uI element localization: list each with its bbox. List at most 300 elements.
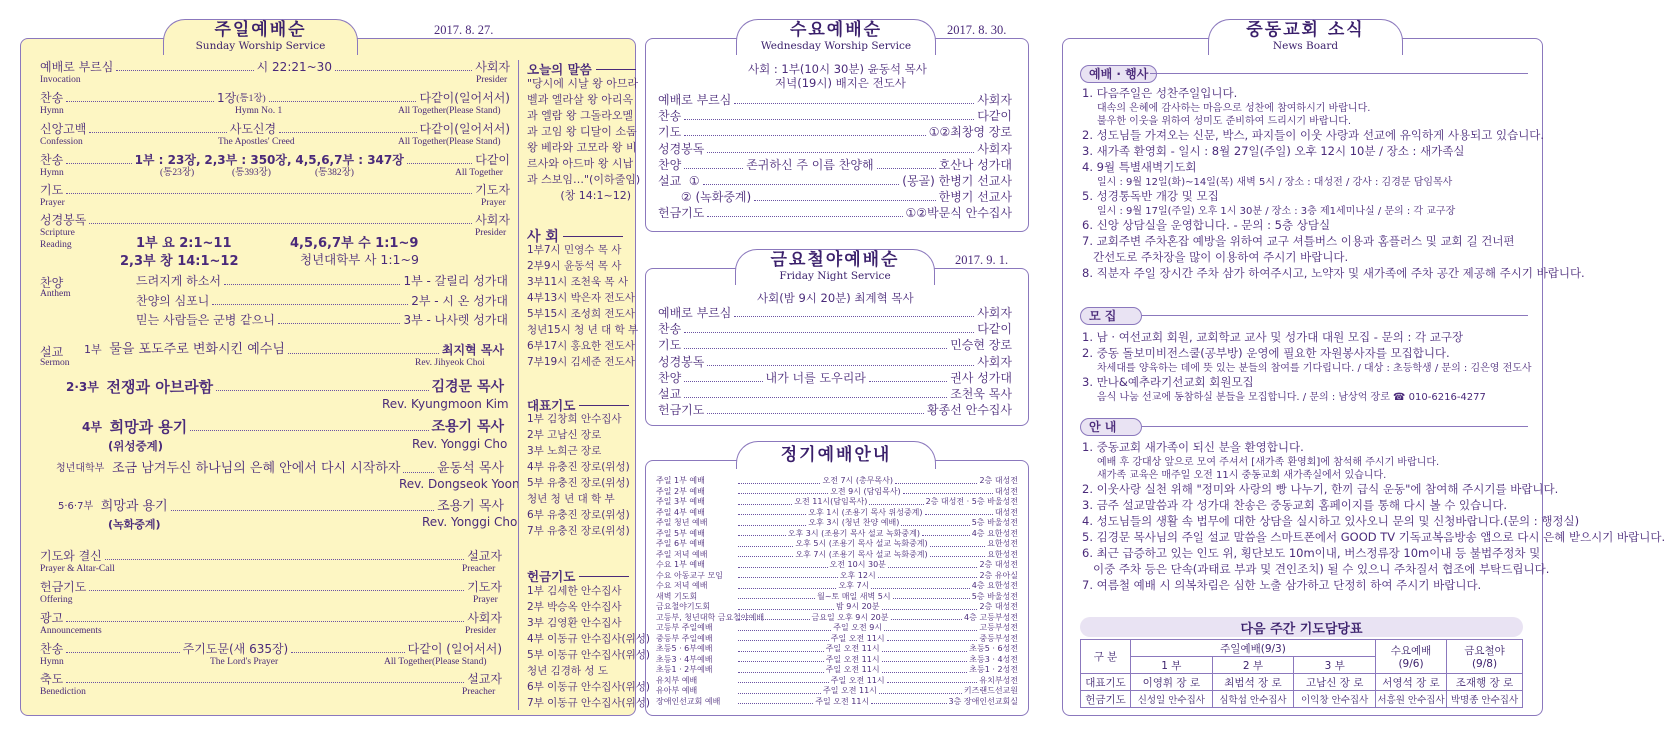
sched-place: 3층 장애인선교회실 bbox=[948, 696, 1018, 706]
sermon-3-note: (위성중계) bbox=[108, 439, 163, 453]
announce-right-en: Presider bbox=[465, 626, 497, 636]
th-sunday: 주일예배(9/3) bbox=[1131, 640, 1376, 657]
table-row bbox=[656, 592, 1018, 603]
item-label: 기도 bbox=[658, 338, 682, 353]
item-label: 찬양 bbox=[658, 370, 682, 385]
rep-heading: 대표기도 bbox=[527, 396, 629, 414]
sched-time: 오후 12시 bbox=[839, 570, 876, 580]
item-right: 호산나 성가대 bbox=[938, 157, 1012, 172]
scripture-l2b: 청년대학부 사 1:1~9 bbox=[300, 252, 419, 267]
list-item: 1부7시 민영수 목 사 bbox=[527, 244, 622, 256]
table-row bbox=[656, 508, 1018, 519]
sunday-title: 주일예배순 bbox=[214, 20, 307, 40]
creed-right-en: All Together(Please Stand) bbox=[398, 137, 501, 147]
sunday-divider bbox=[518, 60, 519, 710]
table-row bbox=[656, 697, 1018, 708]
item-right: ①②최창영 장로 bbox=[928, 125, 1012, 140]
th-fri bbox=[1447, 640, 1523, 674]
th-p3: 3 부 bbox=[1294, 657, 1376, 674]
list-item: 7부 유충진 장로(위성) bbox=[527, 525, 630, 537]
list-item bbox=[658, 174, 1012, 188]
announce-en: Announcements bbox=[40, 626, 102, 636]
list-item bbox=[658, 109, 1012, 123]
table-cell: 고남신 장 로 bbox=[1294, 674, 1376, 691]
scripture-l1b: 4,5,6,7부 수 1:1~9 bbox=[290, 236, 419, 251]
table-row bbox=[656, 497, 1018, 508]
table-row bbox=[656, 539, 1018, 550]
sched-name: 중등부 주일예배 bbox=[656, 633, 713, 643]
sched-time: 주일 오전 9시 bbox=[833, 623, 883, 632]
table-row bbox=[656, 487, 1018, 498]
list-item-detail: 차세대를 양육하는 데에 뜻 있는 분들의 참여를 기다립니다. / 대상 : 초등학생 / 문의 : 김은영 전도사 bbox=[1097, 363, 1532, 374]
list-item: 4. 성도님들의 생활 속 법무에 대한 상담을 실시하고 있사오니 문의 및 신청바랍니다.(문의 : 행정실) bbox=[1082, 514, 1580, 528]
row-prayer: 기도 기도자 bbox=[40, 183, 510, 197]
list-item bbox=[658, 142, 1012, 156]
sched-time: 오전 9시 (담임목사) bbox=[830, 486, 901, 496]
altar-right-en: Preacher bbox=[462, 564, 496, 574]
sched-name: 금요철야기도회 bbox=[656, 602, 711, 611]
list-item bbox=[658, 371, 1012, 385]
row-hymn3: 찬송 주기도문(새 635장) 다같이 (일어서서) bbox=[40, 642, 502, 656]
item-right: 사회자 bbox=[977, 354, 1012, 369]
list-item: 청년 김경하 성 도 bbox=[527, 665, 609, 677]
sched-name: 주일 5부 예배 bbox=[656, 528, 705, 538]
list-item: 벨과 엘라살 왕 아리옥 bbox=[527, 93, 634, 106]
table-row bbox=[656, 623, 1018, 634]
table-row bbox=[656, 571, 1018, 582]
list-item: 8. 직분자 주일 장시간 주차 삼가 하여주시고, 노약자 및 새가족에 주차 공간 제공해 주시기 바랍니다. bbox=[1082, 266, 1585, 280]
list-item: 1부 김세한 안수집사 bbox=[527, 585, 622, 597]
list-item: "당시에 시날 왕 아므라 bbox=[527, 77, 639, 90]
news-section-info: 안 내 bbox=[1080, 418, 1142, 436]
table-cell: 최범석 장 로 bbox=[1212, 674, 1294, 691]
creed-en: Confession bbox=[40, 137, 83, 147]
item-label: 예배로 부르심 bbox=[658, 306, 732, 320]
regular-schedule bbox=[656, 476, 1018, 707]
table-row bbox=[1081, 674, 1523, 691]
table-row bbox=[656, 476, 1018, 487]
sched-place: 2층 대성전 bbox=[979, 476, 1018, 485]
list-item bbox=[658, 125, 1012, 139]
sched-place: 5층 바울성전 bbox=[971, 591, 1018, 601]
item-label: 기도 bbox=[658, 125, 682, 140]
host-heading: 사 회 bbox=[527, 226, 623, 246]
item-right: (몽골) 한병기 선교사 bbox=[902, 174, 1012, 188]
sched-name: 유아부 예배 bbox=[656, 686, 698, 695]
fri-title-tab bbox=[735, 249, 935, 285]
sched-time: 오후 7시 bbox=[838, 581, 870, 590]
table-cell: 이영휘 장 로 bbox=[1131, 674, 1213, 691]
table-row bbox=[656, 602, 1018, 613]
list-item bbox=[658, 93, 1012, 107]
sched-name: 초등3 · 4부예배 bbox=[656, 654, 713, 664]
sched-time: 주일 오전 11시 bbox=[825, 644, 880, 653]
news-section-events-line bbox=[1150, 73, 1528, 74]
list-item-detail: 예배 후 강대상 앞으로 모여 주셔서 [새가족 환영회]에 참석해 주시기 바랍니다. bbox=[1097, 457, 1440, 468]
scripture-right-en: Presider bbox=[475, 228, 507, 238]
fri-date: 2017. 9. 1. bbox=[955, 253, 1009, 267]
anthem-ko: 찬양 bbox=[40, 276, 64, 290]
hymn1-right-en: All Together(Please Stand) bbox=[398, 106, 501, 116]
sched-name: 수요 저녁 예배 bbox=[656, 581, 708, 590]
prayer-en: Prayer bbox=[40, 198, 65, 208]
list-item: 6부 이동규 안수집사(위성) bbox=[527, 681, 650, 693]
item-center: 내가 너를 도우리라 bbox=[765, 370, 866, 385]
sermon-ko: 설교 bbox=[40, 345, 64, 359]
sunday-subtitle: Sunday Worship Service bbox=[195, 40, 326, 52]
hymn1-center-en: Hymn No. 1 bbox=[235, 106, 283, 116]
sermon-4-en: Rev. Dongseok Yoon bbox=[399, 477, 520, 491]
row-benediction: 축도 설교자 bbox=[40, 672, 502, 686]
hymn1-en: Hymn bbox=[40, 106, 64, 116]
row-offering: 헌금기도 기도자 bbox=[40, 580, 502, 594]
list-item: 5부 이동규 안수집사(위성) bbox=[527, 649, 650, 661]
sched-time: 주일 오전 11시 bbox=[825, 665, 880, 674]
th-fri-label: 금요철야 bbox=[1464, 645, 1505, 657]
sched-place: 초등5 · 6성전 bbox=[969, 644, 1019, 653]
sermon-5-en: Rev. Yonggi Cho bbox=[422, 515, 518, 529]
off-heading: 헌금기도 bbox=[527, 567, 629, 585]
sched-time: 주일 오전 11시 bbox=[830, 675, 885, 685]
anthem-row-1: 드려지게 하소서 1부 - 갈릴리 성가대 bbox=[136, 274, 508, 288]
list-item: 5부 유충진 장로(위성) bbox=[527, 477, 630, 489]
bene-en: Benediction bbox=[40, 687, 86, 697]
th-wed-label: 수요예배 bbox=[1390, 645, 1432, 657]
table-row bbox=[656, 644, 1018, 655]
sched-time: 오후 3시 (청년 찬양 예배) bbox=[808, 518, 900, 527]
sched-name: 주일 청년 예배 bbox=[656, 518, 708, 527]
sunday-title-tab bbox=[163, 19, 358, 55]
list-item: 르사와 아드마 왕 시납 bbox=[527, 157, 634, 170]
table-cell: 헌금기도 bbox=[1081, 691, 1131, 708]
sched-place: 4층 요한성전 bbox=[971, 581, 1019, 590]
sched-time: 오전 10시 30분 bbox=[829, 560, 886, 569]
sched-place: 초등1 · 2성전 bbox=[969, 665, 1019, 674]
list-item: 6부 유충진 장로(위성) bbox=[527, 509, 630, 521]
item-label: 성경봉독 bbox=[658, 141, 705, 156]
row-announce: 광고 사회자 bbox=[40, 611, 502, 625]
hymn2-en: Hymn bbox=[40, 168, 64, 178]
item-right: 사회자 bbox=[977, 93, 1012, 107]
sched-name: 주일 저녁 예배 bbox=[656, 549, 708, 559]
list-item bbox=[658, 306, 1012, 320]
list-item: 2부 박승옥 안수집사 bbox=[527, 601, 622, 613]
news-subtitle: News Board bbox=[1272, 40, 1339, 52]
list-item: 1. 남 · 여선교회 회원, 교회학교 교사 및 성가대 대원 모집 - 문의 : 각 교구장 bbox=[1082, 330, 1464, 344]
list-item bbox=[658, 158, 1012, 172]
sched-time: 밤 9시 20분 bbox=[835, 602, 880, 611]
item-center: 존귀하신 주 이름 찬양해 bbox=[746, 157, 874, 172]
list-item: 4부 유충진 장로(위성) bbox=[527, 461, 630, 473]
list-item-detail: 일시 : 9월 12일(화)~14일(목) 새벽 5시 / 장소 : 대성전 / 강사 : 김경문 담임목사 bbox=[1097, 177, 1453, 188]
sched-name: 새벽 기도회 bbox=[656, 591, 698, 601]
sched-time: 주일 오전 11시 bbox=[823, 686, 877, 695]
list-item-detail: 일시 : 9월 17일(주일) 오후 1시 30분 / 장소 : 3층 제1세미나실 / 문의 : 각 교구장 bbox=[1097, 206, 1456, 217]
wed-host1-line: 사회 : 1부(10시 30분) 윤동석 목사 bbox=[748, 62, 927, 76]
list-item: 과 엘람 왕 그돌라오멜 bbox=[527, 109, 634, 122]
list-item: 5. 성경통독반 개강 및 모집 bbox=[1082, 189, 1219, 203]
table-cell: 이익창 안수집사 bbox=[1294, 691, 1376, 708]
list-item: 청년15시 청 년 대 학 부 bbox=[527, 324, 639, 336]
list-item bbox=[658, 322, 1012, 336]
sched-time: 오후 1시 (조용기 목사 위성중계) bbox=[808, 507, 923, 517]
sched-time: 오전 11시(담임목사) bbox=[794, 497, 868, 506]
list-item: 청년 청 년 대 학 부 bbox=[527, 493, 615, 505]
table-cell: 신성일 안수집사 bbox=[1131, 691, 1213, 708]
sched-time: 오전 7시 (총무목사) bbox=[822, 476, 893, 485]
table-row bbox=[656, 634, 1018, 645]
item-label: 찬송 bbox=[658, 109, 682, 124]
regular-title: 정기예배안내 bbox=[780, 445, 892, 465]
off-lines bbox=[527, 583, 650, 711]
item-right: 사회자 bbox=[977, 306, 1012, 320]
item-right: ①②박문식 안수집사 bbox=[905, 206, 1012, 221]
row-hymn1: 찬송 1장 (통1장) 다같이(일어서서) bbox=[40, 91, 510, 105]
list-item: 2부9시 윤동석 목 사 bbox=[527, 260, 622, 272]
list-item: 4부 이동규 안수집사(위성) bbox=[527, 633, 650, 645]
offering-right-en: Prayer bbox=[473, 595, 498, 605]
sermon-3-en: Rev. Yonggi Cho bbox=[412, 437, 508, 451]
sched-name: 고등부, 청년대학 금요철야예배 bbox=[656, 612, 765, 622]
sched-name: 초등5 · 6부예배 bbox=[656, 644, 713, 653]
item-label: 찬송 bbox=[658, 322, 682, 337]
row-invocation: 예배로 부르심 시 22:21~30 사회자 bbox=[40, 60, 511, 74]
hymn3-en: Hymn bbox=[40, 657, 64, 667]
sched-time: 주일 오전 11시 bbox=[815, 696, 870, 706]
list-item bbox=[658, 338, 1012, 352]
fri-subtitle: Friday Night Service bbox=[779, 270, 891, 282]
hymn2-right-en: All Together bbox=[455, 168, 503, 178]
item-right: 민승현 장로 bbox=[950, 338, 1012, 353]
sched-place: 2층 유아실 bbox=[979, 570, 1018, 580]
altar-en: Prayer & Altar-Call bbox=[40, 564, 115, 574]
list-item bbox=[658, 403, 1012, 417]
sermon-5: 5·6·7부 희망과 용기 조용기 목사 bbox=[58, 499, 504, 514]
scripture-en1: Scripture bbox=[40, 228, 75, 238]
sched-place: 4층 요한성전 bbox=[971, 528, 1018, 538]
hymn3-center-en: The Lord's Prayer bbox=[210, 657, 279, 667]
invocation-right-en: Presider bbox=[476, 75, 508, 85]
sched-name: 주일 1부 예배 bbox=[656, 476, 705, 485]
list-item: 왕 베라와 고모라 왕 비 bbox=[527, 141, 637, 154]
sched-place: 초등3 · 4성전 bbox=[969, 654, 1019, 664]
list-item: 6부17시 홍요한 전도사 bbox=[527, 340, 635, 352]
item-label: 설교 bbox=[658, 387, 682, 401]
sched-place: 대성전 bbox=[994, 486, 1019, 496]
row-altar: 기도와 결신 설교자 bbox=[40, 549, 502, 563]
sched-time: 금요일 오후 9시 20분 bbox=[811, 612, 889, 622]
anthem-row-2: 찬양의 심포니 2부 - 시 온 성가대 bbox=[136, 294, 508, 308]
list-item: 7부19시 김세준 전도사 bbox=[527, 356, 635, 368]
th-gubun: 구 분 bbox=[1081, 640, 1131, 674]
list-item bbox=[658, 190, 1012, 204]
list-item: 2부 고남신 장로 bbox=[527, 429, 602, 441]
row-scripture: 성경봉독 사회자 bbox=[40, 213, 510, 227]
anthem-en: Anthem bbox=[40, 289, 71, 299]
table-cell: 서영석 장 로 bbox=[1376, 674, 1447, 691]
list-item: 과 스보임…"(이하줄임) bbox=[527, 173, 641, 186]
item-right: 사회자 bbox=[977, 141, 1012, 156]
list-item: 3. 금주 설교말씀과 각 성가대 찬송은 중동교회 홈페이지를 통해 다시 볼 수 있습니다. bbox=[1082, 498, 1508, 512]
sunday-date: 2017. 8. 27. bbox=[434, 23, 494, 37]
table-row bbox=[656, 613, 1018, 624]
sched-name: 유치부 예배 bbox=[656, 675, 698, 685]
wed-subtitle: Wednesday Worship Service bbox=[760, 40, 912, 52]
wed-date: 2017. 8. 30. bbox=[947, 23, 1007, 37]
sched-name: 고등부 주일예배 bbox=[656, 623, 713, 632]
list-item: 2. 성도님들 가져오는 신문, 박스, 파지들이 이웃 사랑과 선교에 유익하게 사용되고 있습니다. bbox=[1082, 128, 1545, 142]
sched-time: 월~토 매일 새벽 5시 bbox=[817, 591, 891, 601]
list-item: 1. 다음주일은 성찬주일입니다. bbox=[1082, 86, 1238, 100]
fri-title: 금요철야예배순 bbox=[770, 250, 900, 270]
hymn2-p1-note: (통23장) bbox=[160, 168, 195, 178]
sched-time: 주일 오전 11시 bbox=[830, 633, 885, 643]
sched-place: 중등부성전 bbox=[979, 633, 1019, 643]
table-row bbox=[656, 560, 1018, 571]
news-section-info-line bbox=[1142, 426, 1528, 427]
scripture-en2: Reading bbox=[40, 240, 72, 250]
sched-time: 오후 5시 (조용기 목사 설교 녹화중계) bbox=[795, 539, 928, 548]
item-label: ② (녹화중계) bbox=[658, 190, 752, 205]
item-label: 예배로 부르심 bbox=[658, 93, 732, 107]
sermon-2: 2·3부 전쟁과 아브라함 김경문 목사 bbox=[66, 378, 504, 396]
word-heading: 오늘의 말씀 bbox=[527, 60, 636, 78]
rep-lines bbox=[527, 411, 630, 539]
sched-place: 대성전 bbox=[994, 507, 1018, 517]
th-wed-date: (9/6) bbox=[1398, 658, 1424, 670]
sermon-1: 1부 물을 포도주로 변화시킨 예수님 최지혁 목사 bbox=[84, 342, 504, 357]
item-right: 한병기 선교사 bbox=[938, 190, 1012, 205]
offering-en: Offering bbox=[40, 595, 73, 605]
sched-name: 주일 2부 예배 bbox=[656, 486, 705, 496]
table-row bbox=[656, 581, 1018, 592]
list-item: 3부 노희근 장로 bbox=[527, 445, 602, 457]
table-row bbox=[656, 518, 1018, 529]
sermon-3: 4부 희망과 용기 조용기 목사 bbox=[82, 418, 504, 436]
sched-time: 주일 오전 11시 bbox=[825, 654, 880, 664]
item-label: 찬양 bbox=[658, 157, 682, 172]
creed-center-en: The Apostles' Creed bbox=[218, 137, 295, 147]
list-item: 5. 김경문 목사님의 주일 설교 말씀을 스마트폰에서 GOOD TV 기독교복음방송 앱으로 다시 은혜 받으시기 바랍니다. bbox=[1082, 530, 1665, 544]
list-item: 3. 새가족 환영회 - 일시 : 8월 27일(주일) 오후 12시 10분 / 장소 : 새가족실 bbox=[1082, 144, 1465, 158]
th-fri-date: (9/8) bbox=[1471, 658, 1498, 670]
wed-title: 수요예배순 bbox=[789, 20, 883, 40]
sermon-en: Sermon bbox=[40, 358, 70, 368]
item-label: 헌금기도 bbox=[658, 206, 705, 221]
bene-right-en: Preacher bbox=[462, 687, 496, 697]
list-item-detail: 새가족 교육은 매주일 오전 11시 중동교회 새가족실에서 있습니다. bbox=[1097, 470, 1387, 481]
item-label: 헌금기도 bbox=[658, 403, 705, 418]
list-item: 1부 김창희 안수집사 bbox=[527, 413, 622, 425]
list-item: 1. 중동교회 새가족이 되신 분을 환영합니다. bbox=[1082, 440, 1304, 454]
news-section-recruit-line bbox=[1142, 315, 1528, 316]
row-hymn2: 찬송 1부 : 23장, 2,3부 : 350장, 4,5,6,7부 : 347장 다같이 bbox=[40, 153, 511, 167]
wed-title-tab bbox=[736, 19, 936, 55]
table-row bbox=[656, 655, 1018, 666]
sched-place: 요한성전 bbox=[987, 539, 1019, 548]
table-row bbox=[1081, 691, 1523, 708]
list-item: 간선도로 주차장을 많이 이용하여 주시기 바랍니다. bbox=[1082, 250, 1349, 264]
table-cell: 대표기도 bbox=[1081, 674, 1131, 691]
table-row bbox=[656, 550, 1018, 561]
sermon-2-en: Rev. Kyungmoon Kim bbox=[382, 397, 509, 411]
news-title-tab bbox=[1208, 19, 1403, 55]
item-right: 다같이 bbox=[977, 109, 1012, 124]
table-row bbox=[656, 665, 1018, 676]
list-item: 3부11시 조천욱 목 사 bbox=[527, 276, 629, 288]
regular-title-tab bbox=[736, 441, 936, 469]
news-section-recruit: 모 집 bbox=[1080, 307, 1142, 325]
anthem-row-3: 믿는 사람들은 군병 같으니 3부 - 나사렛 성가대 bbox=[136, 313, 508, 327]
list-item: 7. 교회주변 주차혼잡 예방을 위하여 교구 셔틀버스 이용과 홈플러스 및 교회 길 건너편 bbox=[1082, 234, 1515, 248]
table-cell: 박명종 안수집사 bbox=[1447, 691, 1523, 708]
sermon-1-en: Rev. Jihyeok Choi bbox=[415, 358, 485, 368]
invocation-en: Invocation bbox=[40, 75, 81, 85]
hymn2-p3-note: (통382장) bbox=[315, 168, 354, 178]
table-row bbox=[656, 676, 1018, 687]
list-item-detail: 대속의 은혜에 감사하는 마음으로 성찬에 참여하시기 바랍니다. bbox=[1097, 103, 1371, 114]
th-p1: 1 부 bbox=[1131, 657, 1213, 674]
list-item: 3부 김영환 안수집사 bbox=[527, 617, 622, 629]
th-p2: 2 부 bbox=[1212, 657, 1294, 674]
sched-place: 2층 대성전 bbox=[979, 560, 1018, 569]
list-item: 7부 이동규 안수집사(위성) bbox=[527, 697, 650, 709]
table-cell: 조재행 장 로 bbox=[1447, 674, 1523, 691]
sched-name: 수요 1부 예배 bbox=[656, 560, 705, 569]
sched-place: 요한성전 bbox=[987, 549, 1019, 559]
list-item: 4부13시 박은자 전도사 bbox=[527, 292, 635, 304]
list-item: 6. 최근 급증하고 있는 인도 위, 횡단보도 10m이내, 버스정류장 10m이내 등 불법주정차 및 bbox=[1082, 546, 1541, 560]
table-row bbox=[656, 686, 1018, 697]
list-item bbox=[658, 355, 1012, 369]
scripture-l1a: 1부 요 2:1~11 bbox=[136, 236, 232, 251]
sched-name: 수요 아동교구 모임 bbox=[656, 570, 723, 580]
list-item: 2. 중동 돌보미비전스쿨(공부방) 운영에 필요한 자원봉사자를 모집합니다. bbox=[1082, 346, 1450, 360]
row-creed: 신앙고백 사도신경 다같이(일어서서) bbox=[40, 122, 511, 136]
sched-name: 주일 6부 예배 bbox=[656, 539, 705, 548]
list-item: 6. 신앙 상담실을 운영합니다. - 문의 : 5층 상담실 bbox=[1082, 218, 1331, 232]
sched-place: 고등부성전 bbox=[979, 623, 1018, 632]
item-label: 성경봉독 bbox=[658, 354, 705, 369]
host-lines bbox=[527, 242, 638, 370]
fri-host: 사회(밤 9시 20분) 최계혁 목사 bbox=[757, 291, 914, 305]
item-label: 설교 ① bbox=[658, 174, 700, 188]
sched-time: 오후 7시 (조용기 목사 설교 녹화중계) bbox=[795, 549, 928, 559]
sched-place: 4층 고등부성전 bbox=[964, 612, 1019, 622]
sched-place: 키즈랜드선교원 bbox=[963, 686, 1019, 695]
sermon-4: 청년대학부 조금 남겨두신 하나님의 은혜 안에서 다시 시작하자 윤동석 목사 bbox=[56, 461, 504, 476]
sched-name: 장애인선교회 예배 bbox=[656, 696, 721, 706]
item-right: 권사 성가대 bbox=[950, 370, 1012, 385]
th-wed bbox=[1376, 640, 1447, 674]
list-item-detail: 불우한 이웃을 위하여 성미도 준비하여 드리시기 바랍니다. bbox=[1097, 116, 1352, 127]
list-item: 2. 이웃사랑 실천 위해 "정미와 사랑의 빵 나누기, 한끼 급식 운동"에 참여해 주시기를 바랍니다. bbox=[1082, 482, 1559, 496]
wed-host2: 저녁(19시) 배지은 전도사 bbox=[775, 76, 906, 90]
list-item: 과 고임 왕 디달이 소돔 bbox=[527, 125, 637, 138]
list-item bbox=[658, 387, 1012, 401]
scripture-l2a: 2,3부 창 14:1~12 bbox=[120, 254, 239, 269]
sched-place: 2층 대성전 bbox=[979, 602, 1018, 611]
list-item: 이중 주차 등은 단속(과태료 부과 및 견인조치) 될 수 있으니 주차질서 협조에 부탁드립니다. bbox=[1082, 562, 1550, 576]
list-item: (창 14:1~12) bbox=[560, 189, 631, 202]
hymn3-right-en: All Together(Please Stand) bbox=[384, 657, 487, 667]
list-item bbox=[658, 206, 1012, 220]
sched-time: 오후 3시 (조용기 목사 설교 녹화중계) bbox=[787, 528, 920, 538]
list-item-detail: 음식 나눔 선교에 동참하실 분들을 모집합니다. / 문의 : 남상억 장로 ☎ 010-6216-4277 bbox=[1097, 392, 1486, 403]
sched-place: 유치부성전 bbox=[979, 675, 1019, 685]
table-cell: 서흥원 안수집사 bbox=[1376, 691, 1447, 708]
sermon-5-note: (녹화중계) bbox=[108, 518, 161, 531]
